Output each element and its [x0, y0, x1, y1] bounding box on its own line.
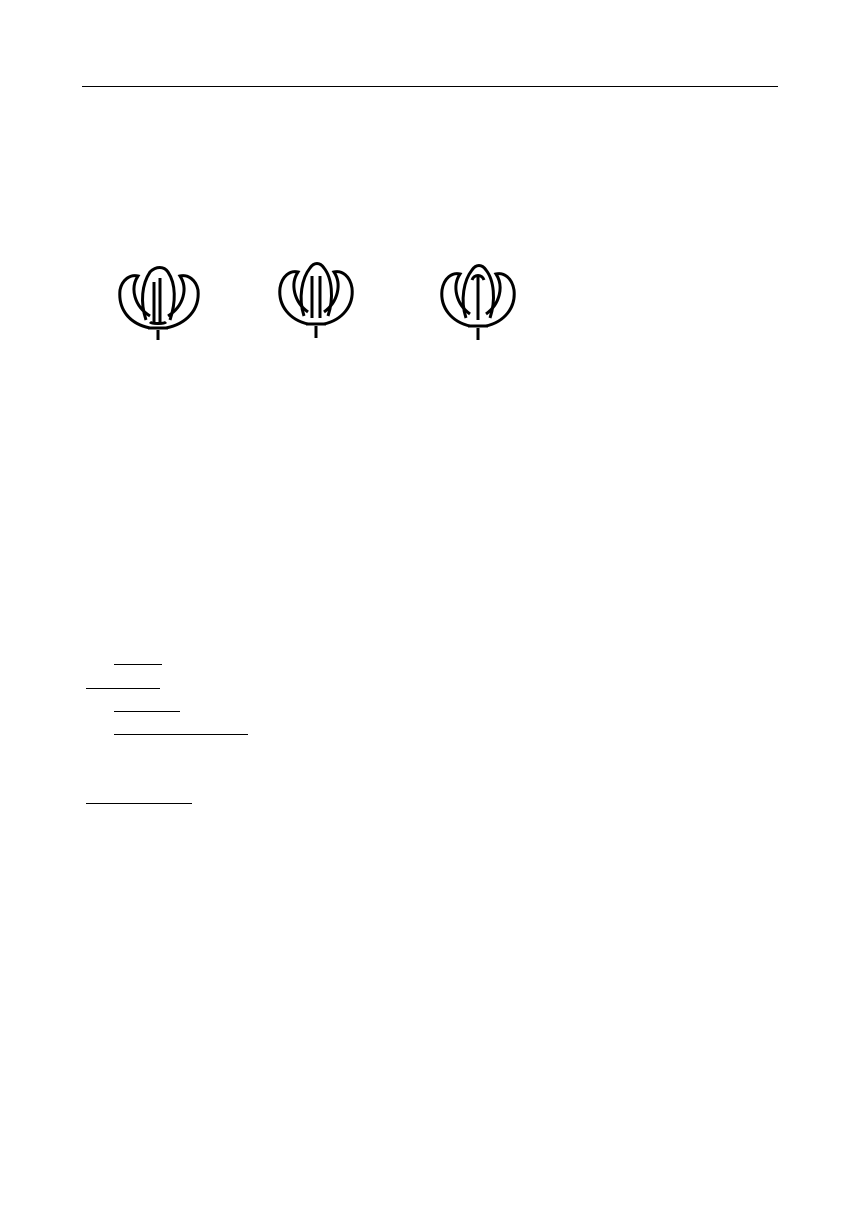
chapter-title — [254, 98, 280, 116]
answer-blank[interactable] — [114, 722, 248, 735]
answer-blank[interactable] — [86, 791, 192, 804]
flower-a-figure — [110, 262, 210, 342]
s2-sub1 — [114, 652, 162, 671]
answer-blank[interactable] — [86, 676, 160, 689]
s2-sub3 — [114, 722, 248, 741]
flower-b-figure — [272, 260, 362, 340]
s2-sub2 — [114, 699, 180, 718]
flower-c-figure — [434, 262, 524, 342]
s2-sub4-line3 — [86, 791, 192, 810]
s2-sub1-cont — [86, 676, 160, 695]
answer-blank[interactable] — [114, 699, 180, 712]
header-rule — [82, 86, 778, 87]
answer-blank[interactable] — [114, 652, 162, 665]
